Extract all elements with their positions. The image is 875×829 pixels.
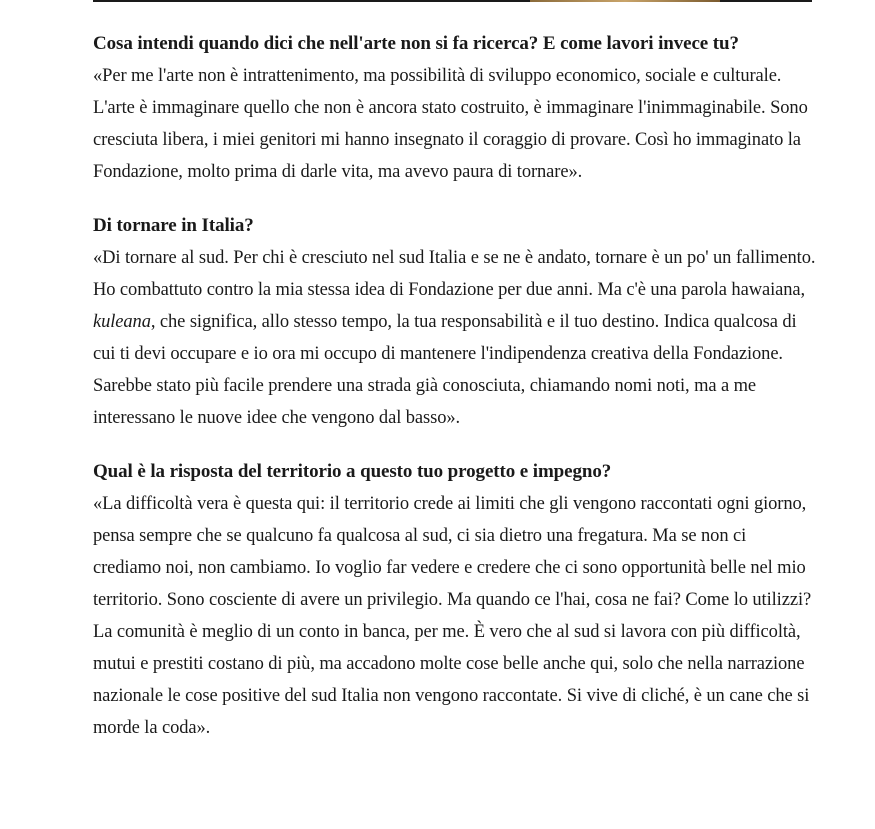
answer-2-part-2: , che significa, allo stesso tempo, la tua responsabilità e il tuo destino. Indica qualcosa di cui ti devi occupare e io ora mi occupo di mantenere l'indipendenza creativa della Fondazione. Sarebbe stato più facile prendere una strada già conosciuta, chiamando nomi noti, ma a me interessano le nuove idee che vengono dal basso». <box>93 312 797 428</box>
answer-2-italic-word: kuleana <box>93 312 151 332</box>
question-1: Cosa intendi quando dici che nell'arte non si fa ricerca? E come lavori invece tu? <box>93 33 739 54</box>
answer-2 <box>93 242 817 434</box>
answer-1: «Per me l'arte non è intrattenimento, ma possibilità di sviluppo economico, sociale e culturale. L'arte è immaginare quello che non è ancora stato costruito, è immaginare l'inimmaginabile. Sono cresciuta libera, i miei genitori mi hanno insegnato il coraggio di provare. Così ho immaginato la Fondazione, molto prima di darle vita, ma avevo paura di tornare». <box>93 66 808 182</box>
answer-3: «La difficoltà vera è questa qui: il territorio crede ai limiti che gli vengono raccontati ogni giorno, pensa sempre che se qualcuno fa qualcosa al sud, ci sia dietro una fregatura. Ma se non ci crediamo noi, non cambiamo. Io voglio far vedere e credere che ci sono opportunità belle nel mio territorio. Sono cosciente di avere un privilegio. Ma quando ce l'hai, cosa ne fai? Come lo utilizzi? La comunità è meglio di un conto in banca, per me. È vero che al sud si lavora con più difficoltà, mutui e prestiti costano di più, ma accadono molte cose belle anche qui, solo che nella narrazione nazionale le cose positive del sud Italia non vengono raccontate. Si vive di cliché, è un cane che si morde la coda». <box>93 494 812 738</box>
question-2: Di tornare in Italia? <box>93 215 254 236</box>
qa-block-3 <box>93 456 817 744</box>
qa-block-2 <box>93 210 817 434</box>
image-edge <box>530 0 720 2</box>
question-3: Qual è la risposta del territorio a questo tuo progetto e impegno? <box>93 461 612 482</box>
article-body <box>93 28 817 766</box>
qa-block-1 <box>93 28 817 188</box>
answer-2-part-1: «Di tornare al sud. Per chi è cresciuto nel sud Italia e se ne è andato, tornare è un po' un fallimento. Ho combattuto contro la mia stessa idea di Fondazione per due anni. Ma c'è una parola hawaiana, <box>93 248 816 300</box>
